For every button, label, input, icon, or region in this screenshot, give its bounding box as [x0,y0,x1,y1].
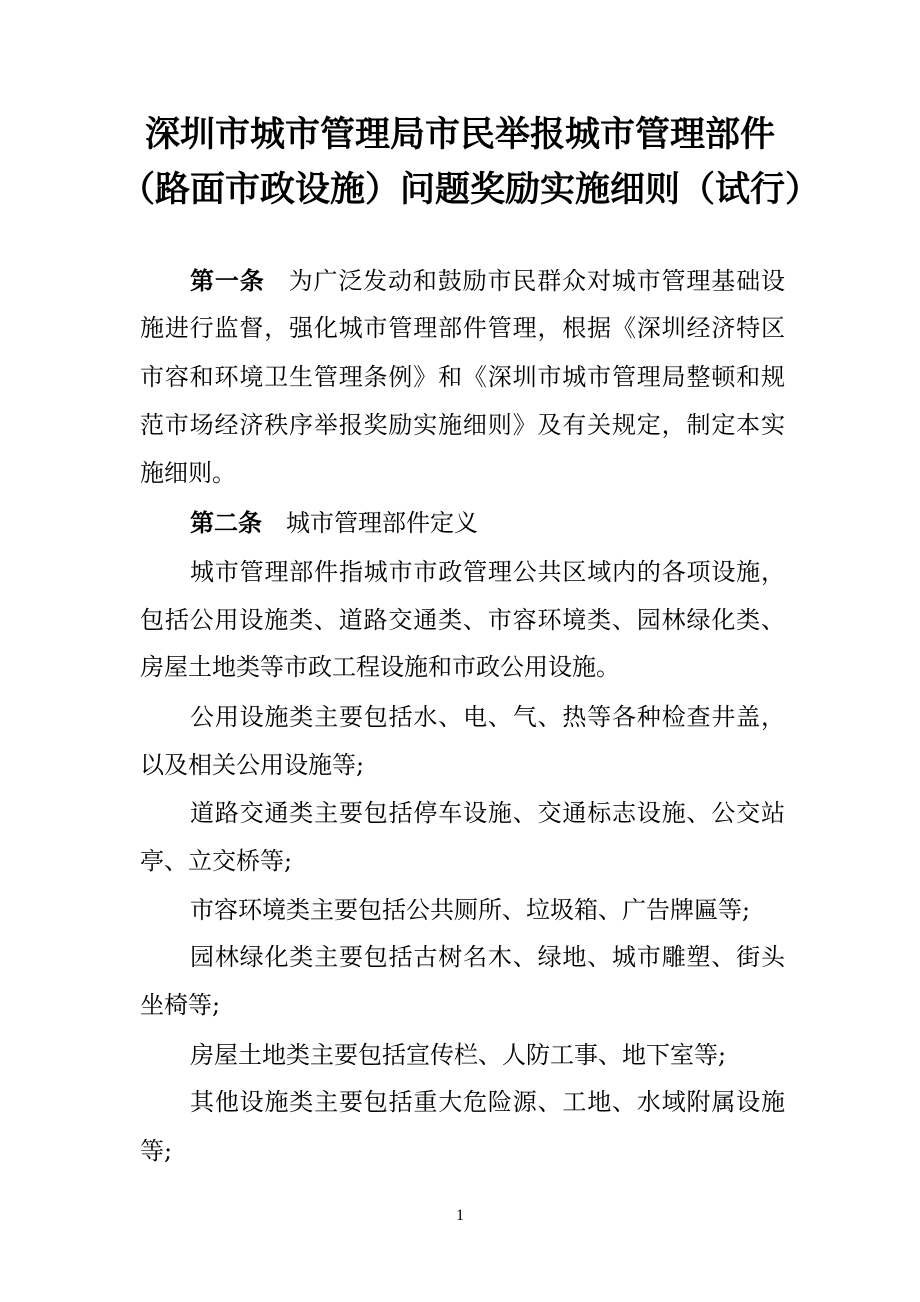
paragraph-line: 公用设施类主要包括水、电、气、热等各种检查井盖， [190,703,785,731]
paragraph-line: 坐椅等; [140,991,221,1019]
article-2-heading-line [190,508,785,538]
paragraph-line: 园林绿化类主要包括古树名木、绿地、城市雕塑、街头 [190,943,785,971]
article-2-subject: 城市管理部件定义 [286,509,478,537]
paragraph-line: 房屋土地类主要包括宣传栏、人防工事、地下室等; [190,1041,727,1069]
paragraph-line: 以及相关公用设施等; [140,751,365,779]
article-1-heading: 第一条 [190,267,265,295]
article-2-heading: 第二条 [190,509,262,537]
document-title-line-2: （路面市政设施）问题奖励实施细则（试行） [120,170,821,210]
paragraph-line: 市容环境类主要包括公共厕所、垃圾箱、广告牌匾等; [190,896,751,924]
page-number: 1 [456,1207,464,1224]
article-1-line-3: 市容和环境卫生管理条例》和《深圳市城市管理局整顿和规 [140,363,785,391]
paragraph-line: 包括公用设施类、道路交通类、市容环境类、园林绿化类、 [140,606,785,634]
document-title-line-1: 深圳市城市管理局市民举报城市管理部件 [144,115,775,155]
article-1-line-2: 施进行监督，强化城市管理部件管理，根据《深圳经济特区 [140,314,785,342]
article-1-line-4: 范市场经济秩序举报奖励实施细则》及有关规定，制定本实 [140,411,785,439]
paragraph-line: 房屋土地类等市政工程设施和市政公用设施。 [140,653,620,681]
paragraph-line: 亭、立交桥等; [140,847,293,875]
paragraph-line: 城市管理部件指城市市政管理公共区域内的各项设施， [190,558,785,586]
paragraph-line: 其他设施类主要包括重大危险源、工地、水域附属设施 [190,1088,785,1116]
paragraph-line: 道路交通类主要包括停车设施、交通标志设施、公交站 [190,799,785,827]
article-1-line-5: 施细则。 [140,459,236,487]
article-1-line-1: 第一条 为广泛发动和鼓励市民群众对城市管理基础设 [190,267,786,295]
paragraph-line: 等; [140,1137,173,1165]
